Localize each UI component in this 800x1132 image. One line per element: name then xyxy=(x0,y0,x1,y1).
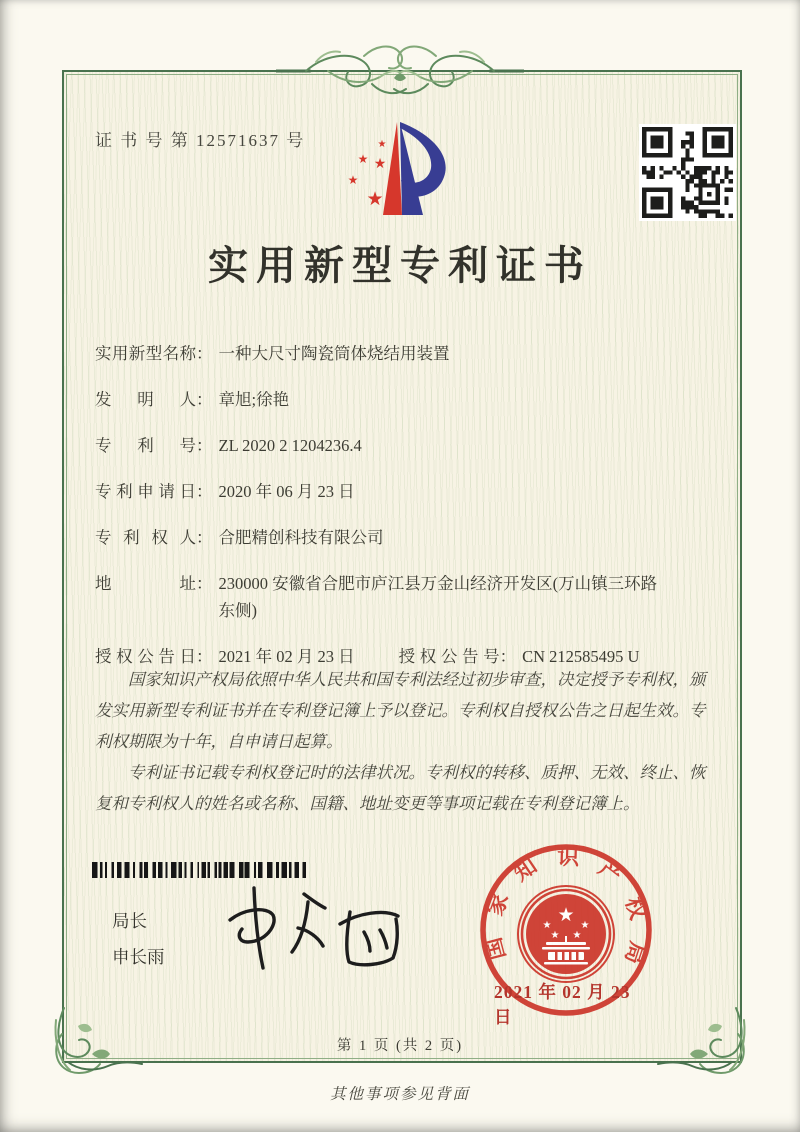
field-value: 章旭;徐艳 xyxy=(218,390,290,409)
seal-text: 国家知识产权局 xyxy=(480,844,652,968)
field-row-name xyxy=(95,340,707,367)
field-row-patent-number xyxy=(95,432,707,459)
body-paragraph: 国家知识产权局依照中华人民共和国专利法经过初步审查，决定授予专利权，颁发实用新型专利证书并在专利登记簿上予以登记。专利权自授权公告之日起生效。专利权期限为十年，自申请日起算。 xyxy=(95,670,706,751)
field-row-inventor xyxy=(95,386,707,413)
field-colon: ： xyxy=(196,436,213,455)
field-label: 授权公告日 xyxy=(95,647,196,666)
field-value: 230000 安徽省合肥市庐江县万金山经济开发区(万山镇三环路东侧) xyxy=(218,574,658,620)
field-label: 实用新型名称 xyxy=(95,344,196,363)
field-row-address xyxy=(95,570,707,624)
field-label: 授权公告号 xyxy=(398,647,500,666)
field-value: 2021 年 02 月 23 日 xyxy=(218,647,355,666)
field-label: 专利号 xyxy=(95,436,196,455)
qr-code xyxy=(639,124,736,221)
certificate-title: 实用新型专利证书 xyxy=(208,243,592,288)
field-colon: ： xyxy=(196,574,213,593)
field-value: ZL 2020 2 1204236.4 xyxy=(218,436,362,455)
field-label: 专利权人 xyxy=(95,528,196,547)
national-emblem-icon xyxy=(518,886,614,982)
back-note: 其他事项参见背面 xyxy=(329,1086,470,1103)
body-paragraph: 专利证书记载专利权登记时的法律状况。专利权的转移、质押、无效、终止、恢复和专利权人的姓名或名称、国籍、地址变更等事项记载在专利登记簿上。 xyxy=(95,763,706,813)
certificate-number-value: 12571637 xyxy=(196,131,280,150)
emblem-star-icon: ★ xyxy=(580,920,590,931)
field-colon: ： xyxy=(196,647,213,666)
director-name: 申长雨 xyxy=(112,947,165,967)
emblem-star-icon: ★ xyxy=(542,920,552,931)
legal-text xyxy=(95,664,711,819)
logo-star-icon: ★ xyxy=(377,139,387,150)
field-value: CN 212585495 U xyxy=(522,647,640,666)
field-label: 专利申请日 xyxy=(95,482,196,501)
emblem-star-icon: ★ xyxy=(572,930,582,941)
field-value: 一种大尺寸陶瓷筒体烧结用装置 xyxy=(218,344,450,363)
field-list xyxy=(95,340,707,689)
certificate-number-suffix: 号 xyxy=(286,131,306,150)
logo-star-icon: ★ xyxy=(347,173,359,187)
director-block xyxy=(112,903,165,975)
director-signature xyxy=(212,876,417,986)
field-row-patentee xyxy=(95,524,707,551)
field-colon: ： xyxy=(196,344,213,363)
field-row-filing-date xyxy=(95,478,707,505)
field-label: 地址 xyxy=(95,574,196,593)
field-colon: ： xyxy=(196,390,213,409)
certificate-number-label: 证 书 号 第 xyxy=(95,131,190,150)
field-colon: ： xyxy=(499,647,517,666)
logo-star-icon: ★ xyxy=(357,152,369,166)
top-flourish-ornament xyxy=(276,34,524,108)
field-label: 发明人 xyxy=(95,390,196,409)
logo-star-icon: ★ xyxy=(373,156,387,172)
cnipa-logo xyxy=(338,110,462,228)
field-colon: ： xyxy=(196,482,213,501)
field-colon: ： xyxy=(196,528,213,547)
emblem-star-icon: ★ xyxy=(557,904,575,926)
field-value: 2020 年 06 月 23 日 xyxy=(218,482,355,501)
page-indicator: 第 1 页 (共 2 页) xyxy=(336,1038,464,1054)
certificate-number xyxy=(95,126,305,151)
seal-date: 2021 年 02 月 23 日 xyxy=(494,982,631,1027)
director-title: 局长 xyxy=(112,911,147,931)
field-value: 合肥精创科技有限公司 xyxy=(218,528,384,547)
emblem-star-icon: ★ xyxy=(550,930,560,941)
logo-star-icon: ★ xyxy=(366,188,384,210)
